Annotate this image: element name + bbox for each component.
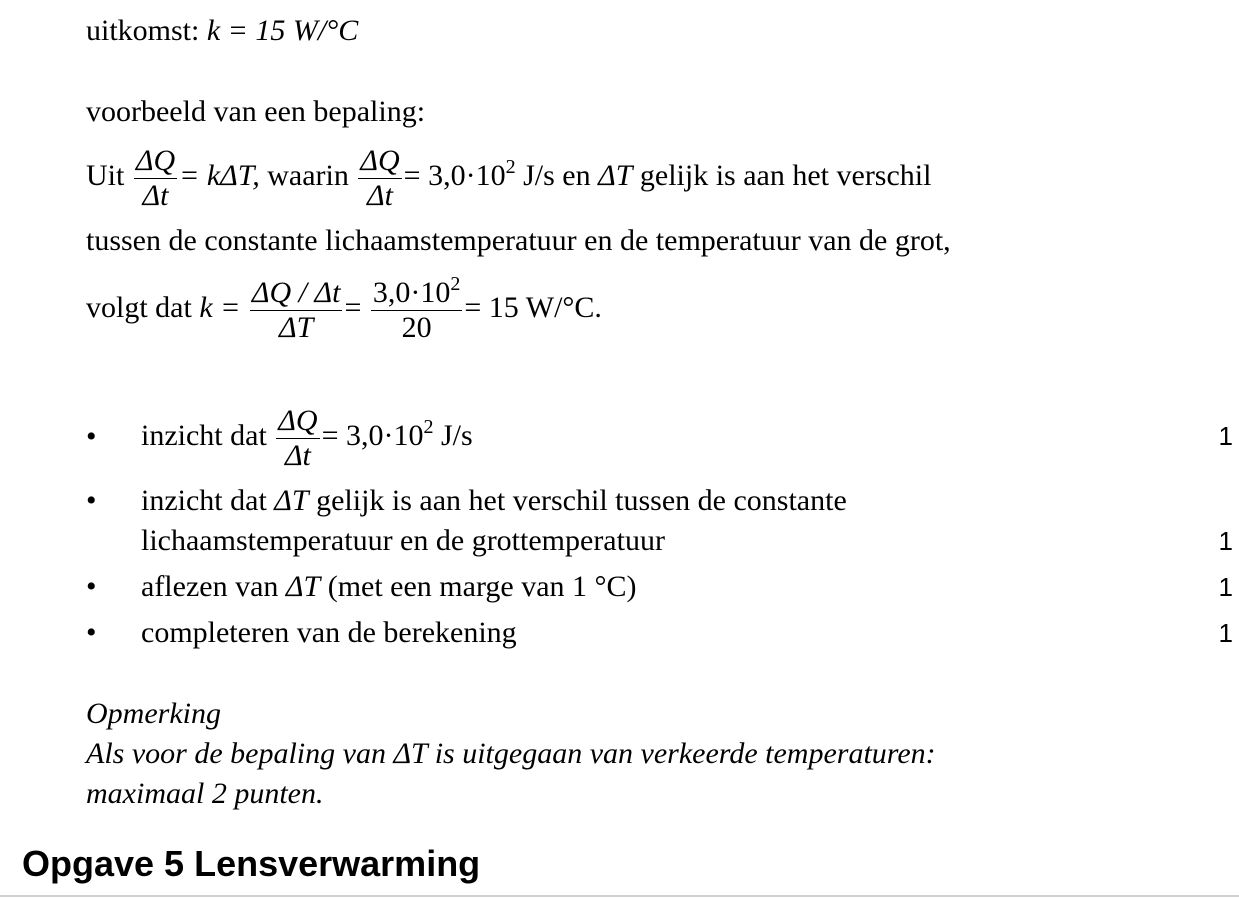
result-line (86, 14, 358, 48)
example-line-2: tussen de constante lichaamstemperatuur en de temperatuur van de grot, (86, 224, 951, 257)
eq2-rhs: = 3,0·10 (403, 159, 506, 192)
example-line-3: volgt dat k = $\frac{\Delta Q / \Delta t}{\Delta T}$ = $\frac{3,0\cdot 10^2}{20}$ = 15 W/°C. (86, 272, 602, 344)
score-3: 1 (1218, 572, 1233, 602)
eq1-rhs: = kΔT, (179, 159, 260, 192)
final-result: = 15 W/°C. (464, 291, 602, 324)
uit-text: Uit (86, 159, 125, 192)
example-heading: voorbeeld van een bepaling: (86, 95, 426, 128)
fraction-dq-over-dt: $\frac{\Delta Q / \Delta t}{\Delta T}$ (251, 275, 341, 344)
fraction-value: $\frac{3,0\cdot 10^2}{20}$ (372, 272, 461, 344)
waarin-text: waarin (267, 159, 349, 192)
remark-line-1: Als voor de bepaling van ΔT is uitgegaan van verkeerde temperaturen: (86, 737, 936, 770)
remark-line-2: maximaal 2 punten. (86, 777, 324, 810)
example-line-1: Uit $\frac{\Delta Q}{\Delta t}$ = kΔT, waarin $\frac{\Delta Q}{\Delta t}$ = $3,0\cdot 10^2$ J/s en ΔT gelijk is aan het verschil (86, 143, 932, 212)
remark-title: Opmerking (86, 697, 221, 730)
fraction-dq-dt-3: $\frac{\Delta Q}{\Delta t}$ (278, 403, 318, 472)
score-1: 1 (1218, 421, 1233, 451)
fraction-dq-dt: $\frac{\Delta Q}{\Delta t}$ (135, 143, 176, 212)
score-2: 1 (1218, 526, 1233, 556)
k-equals: k = (199, 291, 241, 324)
result-label: uitkomst: (86, 14, 200, 47)
divider (0, 895, 1239, 897)
score-4: 1 (1218, 618, 1233, 648)
section-heading: Opgave 5 Lensverwarming (22, 843, 481, 884)
result-equation: k = 15 W/°C (206, 14, 359, 47)
unit-js: J/s (523, 159, 555, 192)
fraction-dq-dt-2: $\frac{\Delta Q}{\Delta t}$ (360, 143, 400, 212)
delta-t-symbol: ΔT (598, 159, 633, 192)
